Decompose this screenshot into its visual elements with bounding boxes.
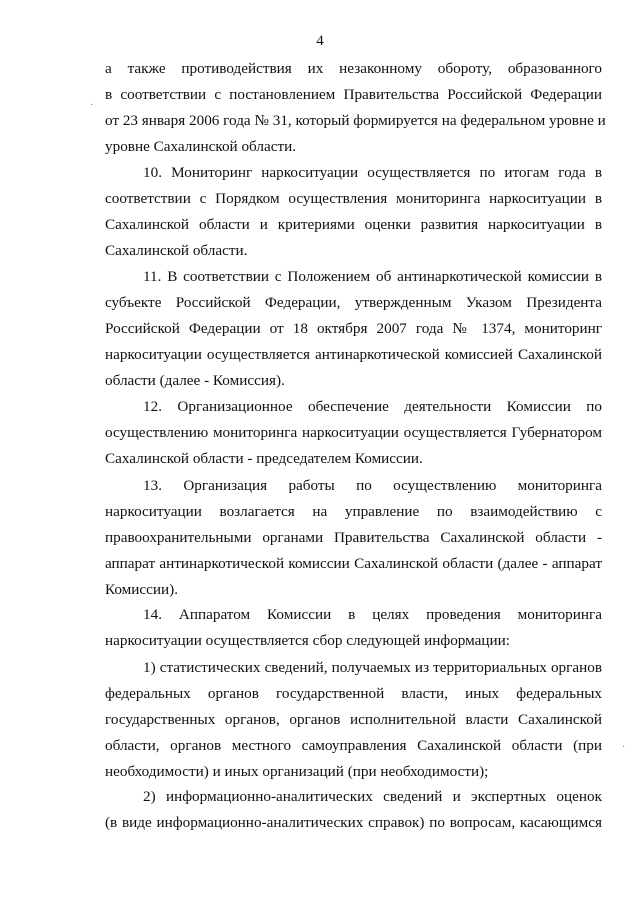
text-line: 12. Организационное обеспечение деятельности Комиссии по [143, 398, 602, 415]
text-line: 2) информационно-аналитических сведений и экспертных оценок [143, 788, 602, 805]
text-line: 10. Мониторинг наркоситуации осуществляется по итогам года в [143, 164, 602, 181]
text-line: от 23 января 2006 года № 31, который формируется на федеральном уровне и [105, 112, 606, 129]
margin-mark: · [90, 100, 94, 111]
list-item-2 [105, 784, 602, 836]
text-line: а также противодействия их незаконному обороту, образованного [105, 60, 602, 77]
text-line: федеральных органов государственной власти, иных федеральных [105, 685, 602, 702]
text-line: уровне Сахалинской области. [105, 138, 297, 155]
page-number: 4 [316, 33, 324, 49]
text-line: правоохранительными органами Правительства Сахалинской области - [105, 529, 602, 546]
text-line: области (далее - Комиссия). [105, 372, 285, 389]
text-line: Комиссии). [105, 581, 179, 598]
text-line: необходимости) и иных организаций (при необходимости); [105, 763, 489, 780]
paragraph-14 [105, 602, 602, 654]
text-line: в соответствии с постановлением Правительства Российской Федерации [105, 86, 602, 103]
margin-mark: · [622, 742, 626, 753]
text-line: 1) статистических сведений, получаемых из территориальных органов [143, 659, 602, 676]
text-line: Сахалинской области. [105, 242, 248, 259]
paragraph-continuation [105, 56, 606, 160]
text-line: наркоситуации осуществляется сбор следующей информации: [105, 632, 511, 649]
text-line: осуществлению мониторинга наркоситуации осуществляется Губернатором [105, 424, 602, 441]
text-line: (в виде информационно-аналитических справок) по вопросам, касающимся [105, 814, 602, 831]
text-line: Российской Федерации от 18 октября 2007 года № 1374, мониторинг [105, 320, 602, 337]
text-line: государственных органов, органов исполнительной власти Сахалинской [105, 711, 602, 728]
paragraph-13 [105, 473, 602, 603]
text-line: 13. Организация работы по осуществлению мониторинга [143, 477, 602, 494]
paragraph-11 [105, 264, 602, 394]
text-line: области, органов местного самоуправления Сахалинской области (при [105, 737, 602, 754]
list-item-1 [105, 655, 602, 785]
text-line: 14. Аппаратом Комиссии в целях проведения мониторинга [143, 606, 602, 623]
paragraph-12 [105, 394, 602, 472]
text-line: наркоситуации возлагается на управление по взаимодействию с [105, 503, 602, 520]
text-line: аппарат антинаркотической комиссии Сахалинской области (далее - аппарат [105, 555, 602, 572]
text-line: соответствии с Порядком осуществления мониторинга наркоситуации в [105, 190, 602, 207]
text-line: наркоситуации осуществляется антинаркотической комиссией Сахалинской [105, 346, 602, 363]
text-line: 11. В соответствии с Положением об антинаркотической комиссии в [143, 268, 602, 285]
text-line: субъекте Российской Федерации, утвержденным Указом Президента [105, 294, 602, 311]
text-line: Сахалинской области и критериями оценки развития наркоситуации в [105, 216, 602, 233]
paragraph-10 [105, 160, 602, 264]
text-line: Сахалинской области - председателем Комиссии. [105, 450, 423, 467]
